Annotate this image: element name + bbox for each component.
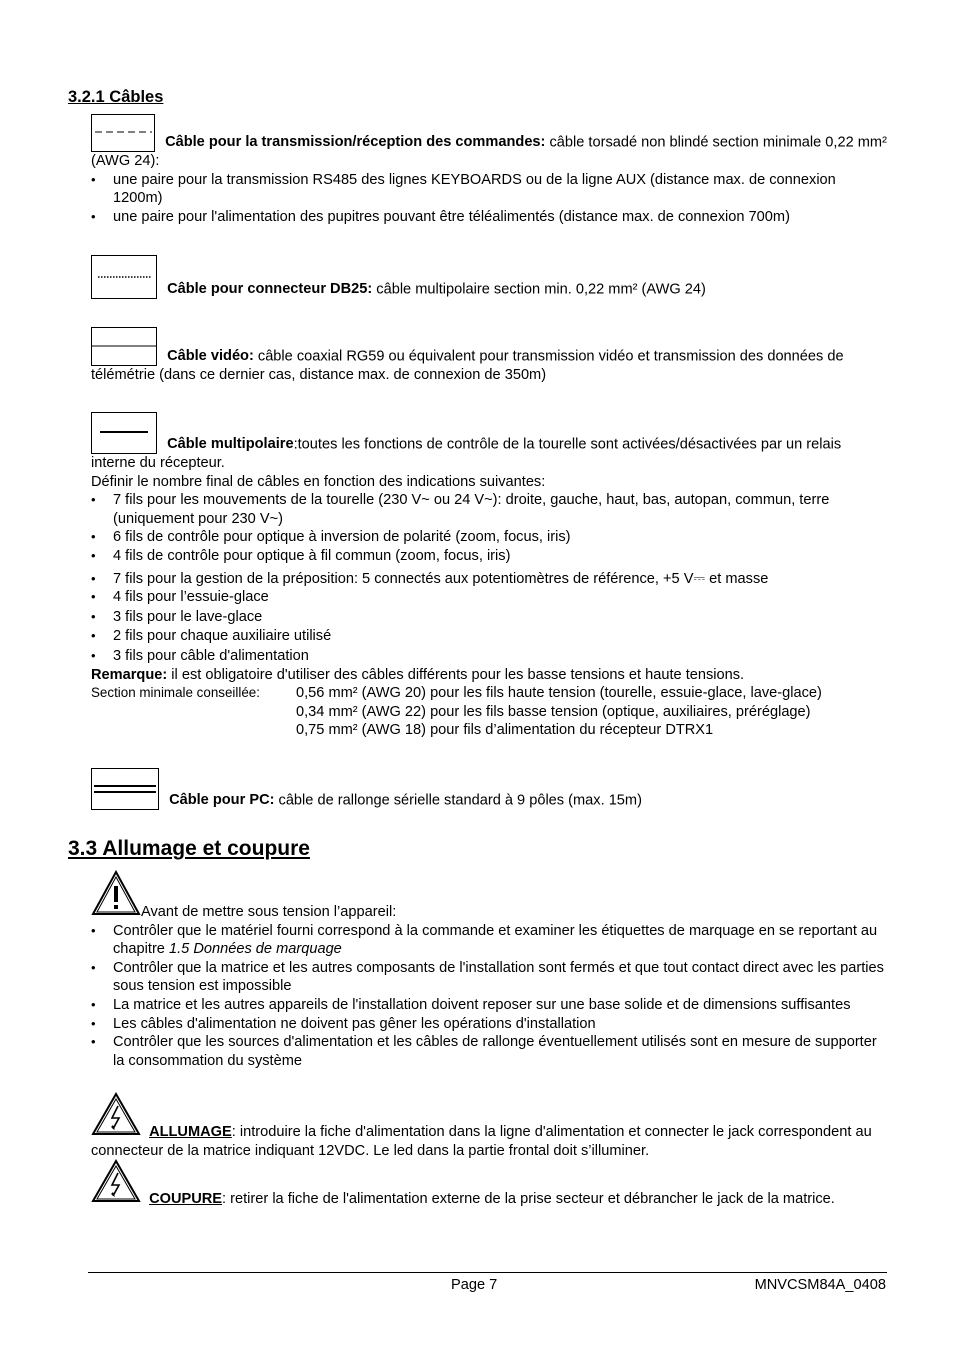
section-recommendations: [91, 684, 887, 740]
cable-pc-block: [91, 768, 887, 810]
coupure-text: : retirer la fiche de l'alimentation externe de la prise secteur et débrancher le jack de la matrice.: [222, 1191, 835, 1207]
list-item: • 7 fils pour la gestion de la préposition: 5 connectés aux potentiomètres de référence, +5 V⎓ et masse: [91, 570, 887, 589]
allumage-label: ALLUMAGE: [149, 1124, 232, 1140]
allumage-block: [91, 1092, 887, 1160]
cable-db25-label: Câble pour connecteur DB25:: [167, 281, 373, 298]
list-item: • La matrice et les autres appareils de l'installation doivent reposer sur une base solide et de dimensions suffisantes: [91, 996, 887, 1015]
list-item: • une paire pour l'alimentation des pupitres pouvant être téléalimentés (distance max. de connexion 700m): [91, 208, 887, 227]
electric-hazard-icon: [91, 1159, 141, 1209]
cable-video-text: câble coaxial RG59 ou équivalent pour transmission vidéo et transmission des données de télémétrie (dans ce dernier cas, distance max. de connexion de 350m): [91, 348, 844, 383]
coupure-block: [91, 1159, 887, 1209]
cable-pc-label: Câble pour PC:: [169, 792, 275, 809]
cable-db25-text: câble multipolaire section min. 0,22 mm² (AWG 24): [372, 281, 706, 298]
list-item: • 3 fils pour le lave-glace: [91, 608, 887, 627]
list-item: • 6 fils de contrôle pour optique à inversion de polarité (zoom, focus, iris): [91, 528, 887, 547]
cable-commands-text: câble torsadé non blindé section minimale 0,22 mm² (AWG 24):: [91, 134, 887, 169]
remark-text: il est obligatoire d'utiliser des câbles différents pour les basse tensions et haute tensions.: [167, 666, 745, 683]
multipolar-cable-symbol: [91, 412, 157, 454]
cable-commands-block: [91, 114, 887, 226]
footer-divider: [88, 1272, 887, 1273]
dotted-cable-symbol: [91, 255, 157, 299]
cable-multipolar-label: Câble multipolaire: [167, 436, 294, 453]
cable-commands-label: Câble pour la transmission/réception des commandes:: [165, 134, 546, 151]
list-item: • une paire pour la transmission RS485 des lignes KEYBOARDS ou de la ligne AUX (distance max. de connexion 1200m): [91, 171, 887, 208]
cable-pc-text: câble de rallonge sérielle standard à 9 pôles (max. 15m): [274, 792, 642, 809]
section-title-power: 3.3 Allumage et coupure: [68, 837, 310, 860]
list-item: • 4 fils pour l’essuie-glace: [91, 588, 887, 607]
list-item: • Contrôler que les sources d'alimentation et les câbles de rallonge éventuellement utilisés sont en mesure de supporter la consommation du système: [91, 1033, 887, 1070]
allumage-text: : introduire la fiche d'alimentation dans la ligne d'alimentation et connecter le jack correspondent au connecteur de la matrice indiquant 12VDC. Le led dans la partie frontal doit s’illuminer.: [91, 1124, 872, 1159]
warning-block: [91, 870, 887, 1070]
video-cable-symbol: [91, 327, 157, 366]
warning-icon: [91, 870, 141, 922]
electric-hazard-icon: [91, 1092, 141, 1142]
list-item-text: Contrôler que le matériel fourni correspond à la commande et examiner les étiquettes de marquage en se reportant au chapitre: [113, 922, 878, 958]
section-title-cables: 3.2.1 Câbles: [68, 88, 164, 106]
list-item: • Les câbles d'alimentation ne doivent pas gêner les opérations d'installation: [91, 1015, 887, 1034]
page-number: Page 7: [451, 1277, 498, 1293]
list-item: • Contrôler que la matrice et les autres composants de l'installation sont fermés et que tout contact direct avec les parties sous tension est impossible: [91, 959, 887, 996]
section-line: 0,34 mm² (AWG 22) pour les fils basse tension (optique, auxiliaires, préréglage): [296, 703, 811, 720]
cable-multipolar-intro: Définir le nombre final de câbles en fonction des indications suivantes:: [91, 473, 546, 490]
pc-cable-symbol: [91, 768, 159, 810]
cable-video-label: Câble vidéo:: [167, 348, 254, 365]
cable-db25-block: [91, 255, 887, 299]
remark-label: Remarque:: [91, 666, 168, 683]
cable-multipolar-text: :toutes les fonctions de contrôle de la tourelle sont activées/désactivées par un relais interne du récepteur.: [91, 436, 842, 471]
section-line: 0,75 mm² (AWG 18) pour fils d’alimentation du récepteur DTRX1: [296, 722, 714, 739]
list-item: • 7 fils pour les mouvements de la tourelle (230 V~ ou 24 V~): droite, gauche, haut, bas, autopan, commun, terre (uniquement pour 230 V~): [91, 491, 887, 528]
coupure-label: COUPURE: [149, 1191, 223, 1207]
warning-intro: Avant de mettre sous tension l’appareil:: [141, 904, 397, 920]
section-label: Section minimale conseillée:: [91, 685, 260, 701]
dashed-cable-symbol: [91, 114, 155, 152]
list-item: • 4 fils de contrôle pour optique à fil commun (zoom, focus, iris): [91, 547, 887, 566]
list-item: [91, 922, 887, 959]
chapter-reference: 1.5 Données de marquage: [168, 941, 342, 958]
list-item: • 3 fils pour câble d'alimentation: [91, 647, 887, 666]
cable-multipolar-block: [91, 412, 887, 740]
document-code: MNVCSM84A_0408: [754, 1277, 886, 1293]
cable-video-block: [91, 327, 887, 385]
section-line: 0,56 mm² (AWG 20) pour les fils haute tension (tourelle, essuie-glace, lave-glace): [296, 685, 822, 702]
list-item: • 2 fils pour chaque auxiliaire utilisé: [91, 627, 887, 646]
